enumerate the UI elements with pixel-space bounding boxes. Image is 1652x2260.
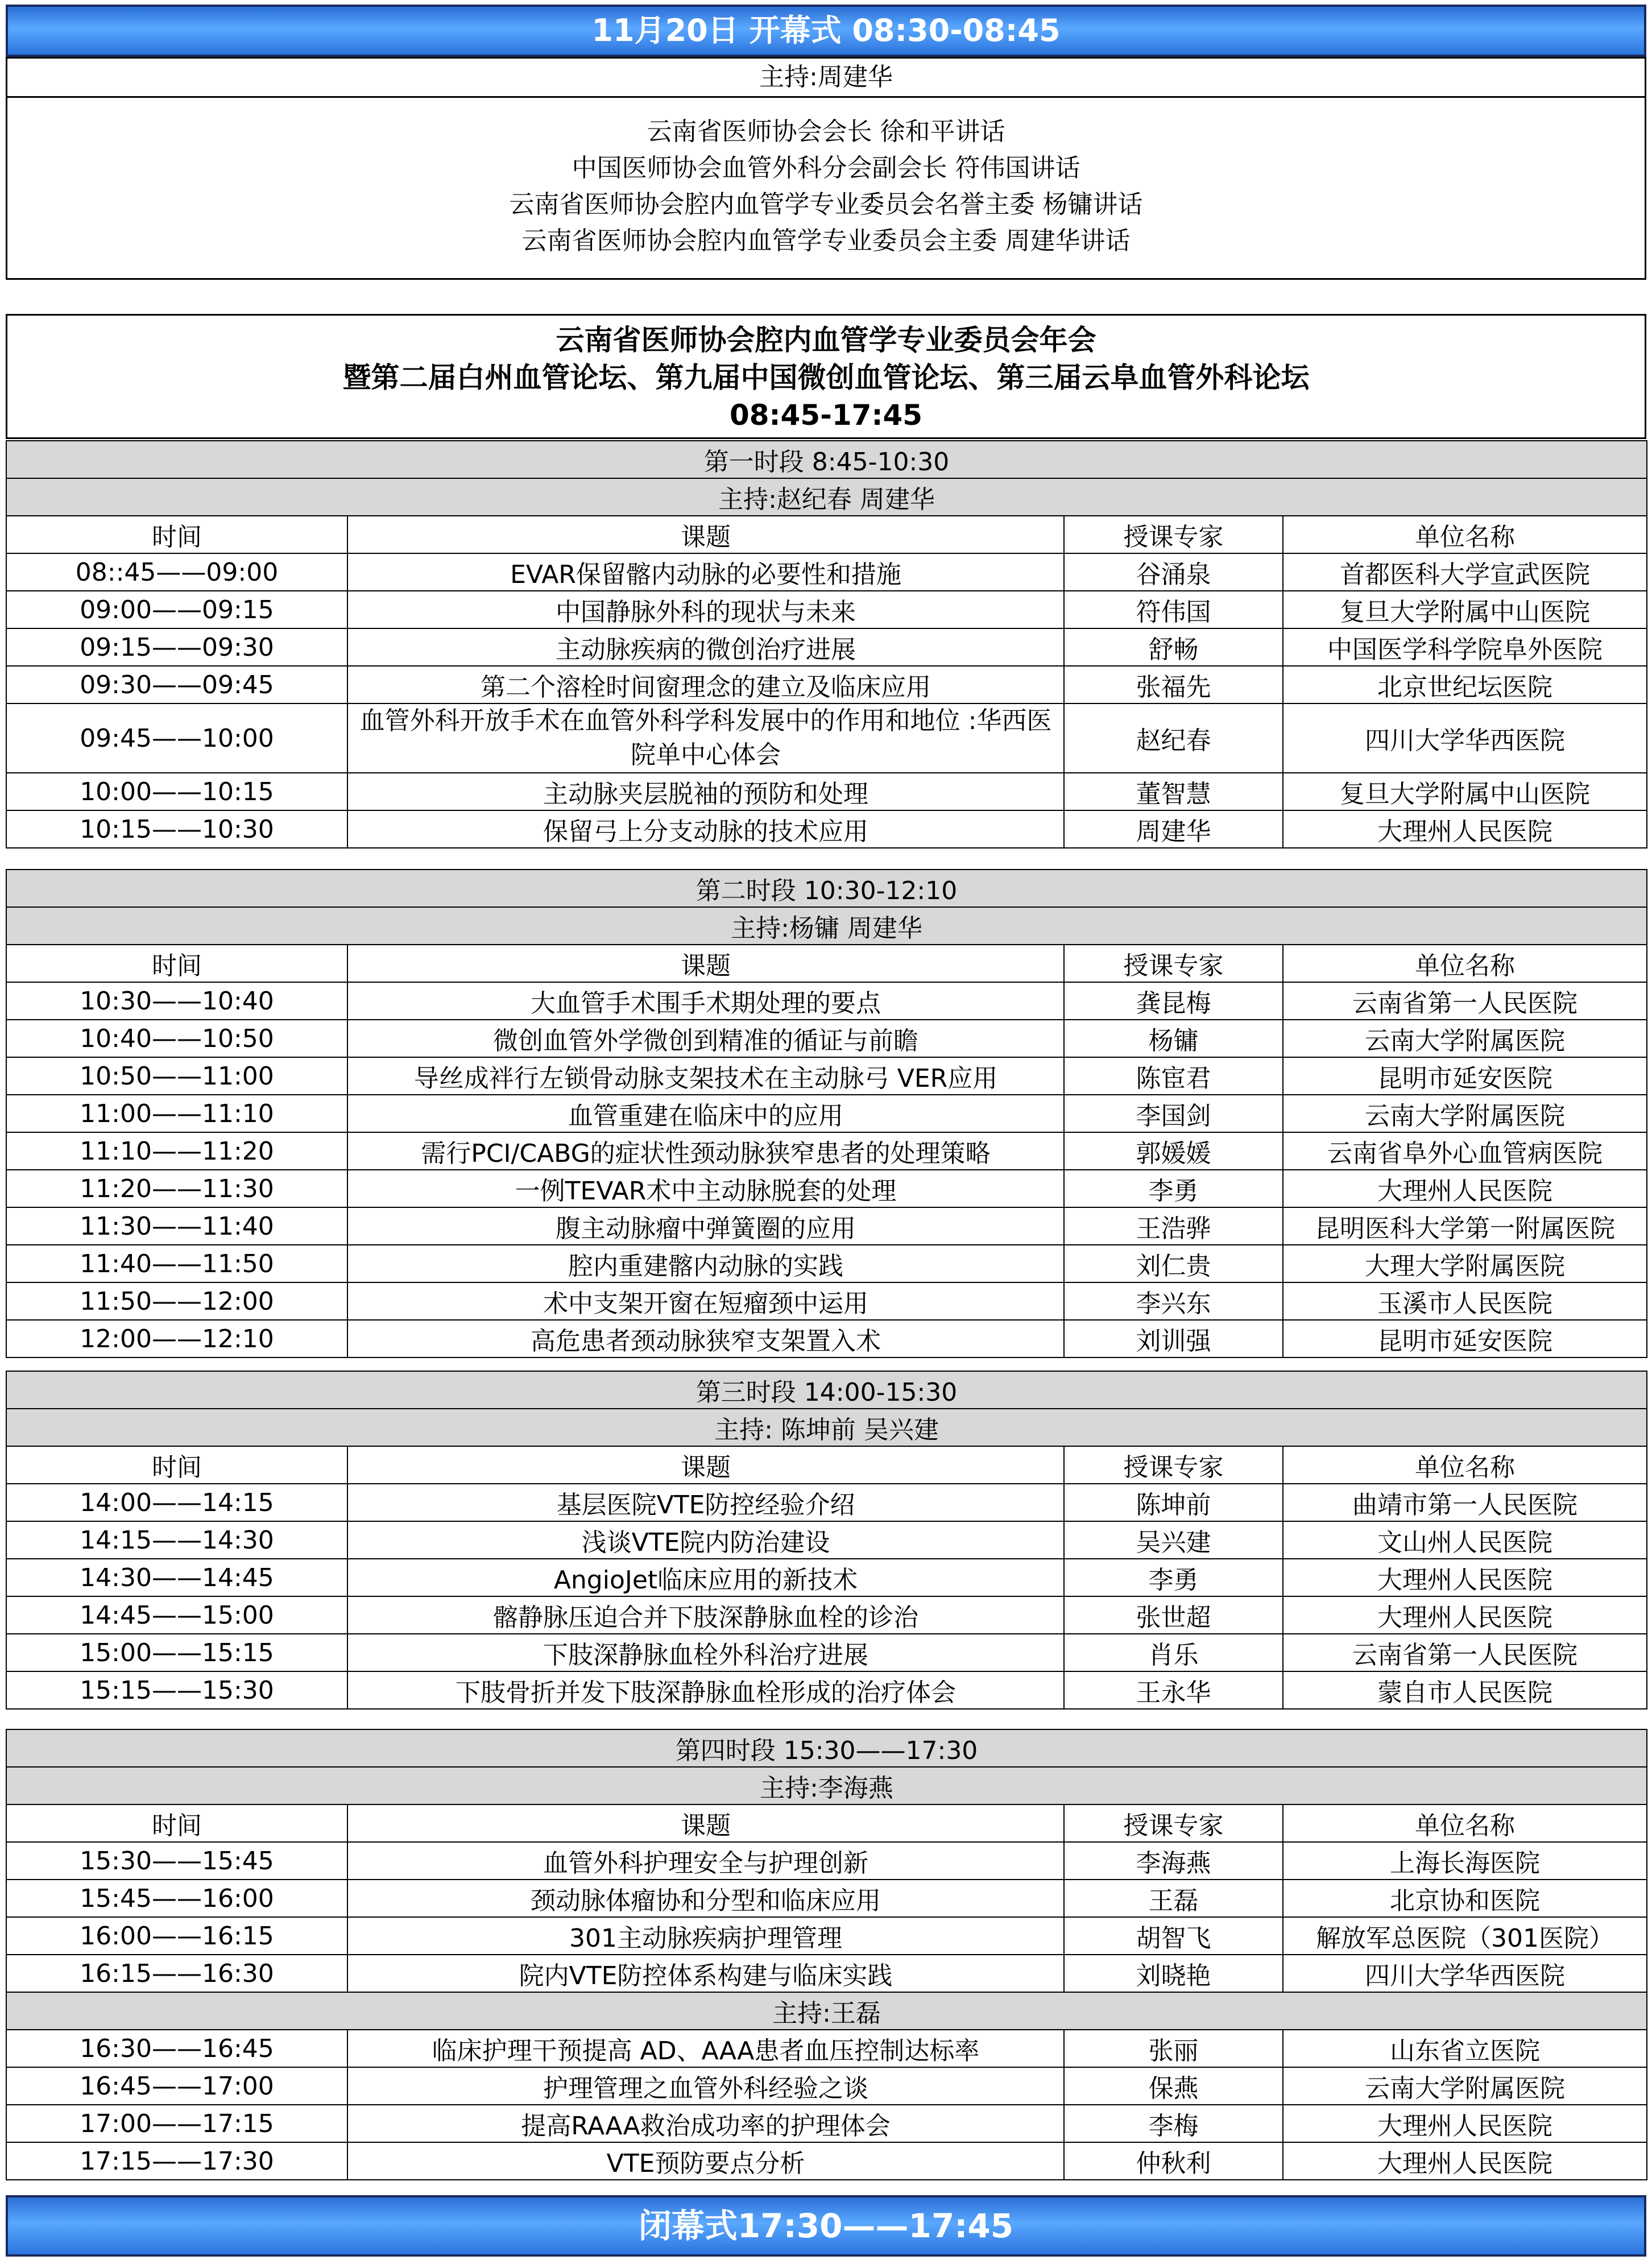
topic-cell: 腔内重建髂内动脉的实践 (347, 1245, 1064, 1282)
opening-host: 主持:周建华 (7, 59, 1645, 98)
col-header-topic: 课题 (347, 945, 1064, 982)
topic-cell: 护理管理之血管外科经验之谈 (347, 2067, 1064, 2105)
session-title: 第二时段 10:30-12:10 (6, 870, 1647, 907)
session-1 (6, 440, 1646, 848)
speaker-cell: 李国剑 (1064, 1095, 1283, 1132)
speaker-cell: 王磊 (1064, 1880, 1283, 1917)
opening-speech: 中国医师协会血管外科分会副会长 符伟国讲话 (572, 154, 1080, 183)
topic-cell: 301主动脉疾病护理管理 (347, 1917, 1064, 1955)
speaker-cell: 吴兴建 (1064, 1521, 1283, 1559)
table-row (6, 1170, 1647, 1207)
column-header-row (6, 945, 1647, 982)
table-row (6, 2067, 1647, 2105)
time-cell: 17:00——17:15 (6, 2105, 347, 2142)
time-cell: 10:30——10:40 (6, 982, 347, 1020)
topic-cell: 颈动脉体瘤协和分型和临床应用 (347, 1880, 1064, 1917)
session-host: 主持: 陈坤前 吴兴建 (6, 1409, 1647, 1446)
institution-cell: 文山州人民医院 (1283, 1521, 1647, 1559)
session-1-table (6, 440, 1647, 848)
speaker-cell: 仲秋利 (1064, 2142, 1283, 2180)
table-row (6, 2142, 1647, 2180)
session-title: 第一时段 8:45-10:30 (6, 441, 1647, 478)
table-row (6, 1596, 1647, 1634)
time-cell: 11:00——11:10 (6, 1095, 347, 1132)
col-header-institution: 单位名称 (1283, 1446, 1647, 1484)
topic-cell: 临床护理干预提高 AD、AAA患者血压控制达标率 (347, 2030, 1064, 2067)
institution-cell: 云南省第一人民医院 (1283, 1634, 1647, 1671)
time-cell: 14:00——14:15 (6, 1484, 347, 1521)
opening-title-bar (6, 5, 1646, 57)
institution-cell: 北京协和医院 (1283, 1880, 1647, 1917)
topic-cell: 术中支架开窗在短瘤颈中运用 (347, 1282, 1064, 1320)
speaker-cell: 李梅 (1064, 2105, 1283, 2142)
topic-cell: 提高RAAA救治成功率的护理体会 (347, 2105, 1064, 2142)
topic-cell: AngioJet临床应用的新技术 (347, 1559, 1064, 1596)
table-row (6, 1282, 1647, 1320)
time-cell: 09:45——10:00 (6, 703, 347, 773)
topic-cell: 大血管手术围手术期处理的要点 (347, 982, 1064, 1020)
speaker-cell: 刘晓艳 (1064, 1955, 1283, 1992)
speaker-cell: 赵纪春 (1064, 703, 1283, 773)
col-header-topic: 课题 (347, 516, 1064, 553)
table-row (6, 1521, 1647, 1559)
institution-cell: 四川大学华西医院 (1283, 703, 1647, 773)
time-cell: 11:10——11:20 (6, 1132, 347, 1170)
time-cell: 12:00——12:10 (6, 1320, 347, 1357)
time-cell: 17:15——17:30 (6, 2142, 347, 2180)
institution-cell: 复旦大学附属中山医院 (1283, 773, 1647, 810)
institution-cell: 云南大学附属医院 (1283, 1020, 1647, 1057)
time-cell: 16:30——16:45 (6, 2030, 347, 2067)
session-4-table (6, 1729, 1647, 2180)
topic-cell: 一例TEVAR术中主动脉脱套的处理 (347, 1170, 1064, 1207)
topic-cell: 主动脉疾病的微创治疗进展 (347, 628, 1064, 666)
institution-cell: 上海长海医院 (1283, 1842, 1647, 1880)
table-row (6, 2105, 1647, 2142)
speaker-cell: 肖乐 (1064, 1634, 1283, 1671)
topic-cell: 下肢骨折并发下肢深静脉血栓形成的治疗体会 (347, 1671, 1064, 1709)
time-cell: 15:00——15:15 (6, 1634, 347, 1671)
topic-cell: EVAR保留髂内动脉的必要性和措施 (347, 553, 1064, 591)
institution-cell: 首都医科大学宣武医院 (1283, 553, 1647, 591)
table-row (6, 666, 1647, 703)
institution-cell: 大理州人民医院 (1283, 1559, 1647, 1596)
topic-cell: 血管外科开放手术在血管外科学科发展中的作用和地位 :华西医院单中心体会 (347, 703, 1064, 773)
table-row (6, 1132, 1647, 1170)
time-cell: 15:15——15:30 (6, 1671, 347, 1709)
table-row (6, 591, 1647, 628)
time-cell: 08::45——09:00 (6, 553, 347, 591)
speaker-cell: 刘训强 (1064, 1320, 1283, 1357)
table-row (6, 1842, 1647, 1880)
speaker-cell: 李勇 (1064, 1559, 1283, 1596)
table-row (6, 2030, 1647, 2067)
institution-cell: 蒙自市人民医院 (1283, 1671, 1647, 1709)
table-row (6, 1020, 1647, 1057)
table-row (6, 1559, 1647, 1596)
session-2-table (6, 869, 1647, 1358)
speaker-cell: 龚昆梅 (1064, 982, 1283, 1020)
closing-title-bar (6, 2195, 1646, 2257)
speaker-cell: 王永华 (1064, 1671, 1283, 1709)
time-cell: 16:15——16:30 (6, 1955, 347, 1992)
topic-cell: 导丝成袢行左锁骨动脉支架技术在主动脉弓 VER应用 (347, 1057, 1064, 1095)
time-cell: 15:45——16:00 (6, 1880, 347, 1917)
table-row (6, 1207, 1647, 1245)
col-header-time: 时间 (6, 945, 347, 982)
time-cell: 09:00——09:15 (6, 591, 347, 628)
topic-cell: 保留弓上分支动脉的技术应用 (347, 810, 1064, 848)
col-header-speaker: 授课专家 (1064, 1446, 1283, 1484)
time-cell: 16:45——17:00 (6, 2067, 347, 2105)
time-cell: 10:15——10:30 (6, 810, 347, 848)
speaker-cell: 李勇 (1064, 1170, 1283, 1207)
session-2 (6, 869, 1646, 1358)
speaker-cell: 陈宦君 (1064, 1057, 1283, 1095)
column-header-row (6, 1804, 1647, 1842)
speaker-cell: 张丽 (1064, 2030, 1283, 2067)
topic-cell: VTE预防要点分析 (347, 2142, 1064, 2180)
speaker-cell: 郭媛媛 (1064, 1132, 1283, 1170)
col-header-institution: 单位名称 (1283, 516, 1647, 553)
table-row (6, 1057, 1647, 1095)
speaker-cell: 保燕 (1064, 2067, 1283, 2105)
col-header-time: 时间 (6, 1446, 347, 1484)
opening-speech: 云南省医师协会腔内血管学专业委员会名誉主委 杨镛讲话 (509, 190, 1143, 219)
institution-cell: 北京世纪坛医院 (1283, 666, 1647, 703)
time-cell: 11:20——11:30 (6, 1170, 347, 1207)
time-cell: 11:30——11:40 (6, 1207, 347, 1245)
institution-cell: 云南省阜外心血管病医院 (1283, 1132, 1647, 1170)
col-header-speaker: 授课专家 (1064, 945, 1283, 982)
speaker-cell: 张世超 (1064, 1596, 1283, 1634)
table-row (6, 1245, 1647, 1282)
institution-cell: 大理州人民医院 (1283, 810, 1647, 848)
speaker-cell: 王浩骅 (1064, 1207, 1283, 1245)
table-row (6, 628, 1647, 666)
table-row (6, 982, 1647, 1020)
table-row (6, 1634, 1647, 1671)
col-header-speaker: 授课专家 (1064, 516, 1283, 553)
institution-cell: 复旦大学附属中山医院 (1283, 591, 1647, 628)
topic-cell: 中国静脉外科的现状与未来 (347, 591, 1064, 628)
institution-cell: 云南大学附属医院 (1283, 2067, 1647, 2105)
institution-cell: 四川大学华西医院 (1283, 1955, 1647, 1992)
institution-cell: 云南省第一人民医院 (1283, 982, 1647, 1020)
speaker-cell: 刘仁贵 (1064, 1245, 1283, 1282)
speaker-cell: 陈坤前 (1064, 1484, 1283, 1521)
col-header-time: 时间 (6, 516, 347, 553)
speaker-cell: 符伟国 (1064, 591, 1283, 628)
topic-cell: 腹主动脉瘤中弹簧圈的应用 (347, 1207, 1064, 1245)
table-row (6, 1320, 1647, 1357)
opening-title: 11月20日 开幕式 08:30-08:45 (591, 13, 1061, 48)
time-cell: 10:40——10:50 (6, 1020, 347, 1057)
topic-cell: 下肢深静脉血栓外科治疗进展 (347, 1634, 1064, 1671)
institution-cell: 昆明医科大学第一附属医院 (1283, 1207, 1647, 1245)
institution-cell: 中国医学科学院阜外医院 (1283, 628, 1647, 666)
table-row (6, 553, 1647, 591)
speaker-cell: 胡智飞 (1064, 1917, 1283, 1955)
column-header-row (6, 1446, 1647, 1484)
session-host: 主持:杨镛 周建华 (6, 907, 1647, 945)
topic-cell: 浅谈VTE院内防治建设 (347, 1521, 1064, 1559)
speaker-cell: 李海燕 (1064, 1842, 1283, 1880)
institution-cell: 解放军总医院（301医院） (1283, 1917, 1647, 1955)
speaker-cell: 周建华 (1064, 810, 1283, 848)
institution-cell: 山东省立医院 (1283, 2030, 1647, 2067)
session-host: 主持:赵纪春 周建华 (6, 478, 1647, 516)
table-row (6, 1955, 1647, 1992)
institution-cell: 大理州人民医院 (1283, 2105, 1647, 2142)
col-header-speaker: 授课专家 (1064, 1804, 1283, 1842)
time-cell: 09:15——09:30 (6, 628, 347, 666)
time-cell: 11:50——12:00 (6, 1282, 347, 1320)
table-row (6, 703, 1647, 773)
speaker-cell: 舒畅 (1064, 628, 1283, 666)
opening-box (6, 57, 1646, 280)
col-header-topic: 课题 (347, 1804, 1064, 1842)
topic-cell: 院内VTE防控体系构建与临床实践 (347, 1955, 1064, 1992)
session-4 (6, 1729, 1646, 2180)
topic-cell: 需行PCI/CABG的症状性颈动脉狭窄患者的处理策略 (347, 1132, 1064, 1170)
col-header-institution: 单位名称 (1283, 945, 1647, 982)
session-title: 第三时段 14:00-15:30 (6, 1371, 1647, 1409)
speaker-cell: 李兴东 (1064, 1282, 1283, 1320)
col-header-institution: 单位名称 (1283, 1804, 1647, 1842)
institution-cell: 曲靖市第一人民医院 (1283, 1484, 1647, 1521)
topic-cell: 血管外科护理安全与护理创新 (347, 1842, 1064, 1880)
time-cell: 09:30——09:45 (6, 666, 347, 703)
time-cell: 14:30——14:45 (6, 1559, 347, 1596)
speaker-cell: 张福先 (1064, 666, 1283, 703)
session-3-table (6, 1371, 1647, 1710)
table-row (6, 1671, 1647, 1709)
institution-cell: 昆明市延安医院 (1283, 1057, 1647, 1095)
table-row (6, 773, 1647, 810)
session-host: 主持:李海燕 (6, 1767, 1647, 1804)
topic-cell: 主动脉夹层脱袖的预防和处理 (347, 773, 1064, 810)
time-cell: 11:40——11:50 (6, 1245, 347, 1282)
col-header-time: 时间 (6, 1804, 347, 1842)
speaker-cell: 杨镛 (1064, 1020, 1283, 1057)
table-row (6, 1484, 1647, 1521)
time-cell: 15:30——15:45 (6, 1842, 347, 1880)
table-row (6, 1095, 1647, 1132)
institution-cell: 大理州人民医院 (1283, 2142, 1647, 2180)
time-cell: 14:45——15:00 (6, 1596, 347, 1634)
time-cell: 10:00——10:15 (6, 773, 347, 810)
opening-speech: 云南省医师协会会长 徐和平讲话 (647, 117, 1005, 146)
institution-cell: 昆明市延安医院 (1283, 1320, 1647, 1357)
institution-cell: 玉溪市人民医院 (1283, 1282, 1647, 1320)
time-cell: 16:00——16:15 (6, 1917, 347, 1955)
topic-cell: 微创血管外学微创到精准的循证与前瞻 (347, 1020, 1064, 1057)
session-title: 第四时段 15:30——17:30 (6, 1729, 1647, 1767)
topic-cell: 第二个溶栓时间窗理念的建立及临床应用 (347, 666, 1064, 703)
forum-time: 08:45-17:45 (729, 399, 923, 432)
institution-cell: 大理州人民医院 (1283, 1170, 1647, 1207)
session-host: 主持:王磊 (6, 1992, 1647, 2030)
table-row (6, 1880, 1647, 1917)
table-row (6, 1917, 1647, 1955)
institution-cell: 云南大学附属医院 (1283, 1095, 1647, 1132)
forum-header (6, 314, 1646, 439)
time-cell: 10:50——11:00 (6, 1057, 347, 1095)
topic-cell: 高危患者颈动脉狭窄支架置入术 (347, 1320, 1064, 1357)
topic-cell: 血管重建在临床中的应用 (347, 1095, 1064, 1132)
speaker-cell: 董智慧 (1064, 773, 1283, 810)
speaker-cell: 谷涌泉 (1064, 553, 1283, 591)
closing-title: 闭幕式17:30——17:45 (638, 2207, 1014, 2245)
col-header-topic: 课题 (347, 1446, 1064, 1484)
session-3 (6, 1371, 1646, 1710)
topic-cell: 基层医院VTE防控经验介绍 (347, 1484, 1064, 1521)
institution-cell: 大理大学附属医院 (1283, 1245, 1647, 1282)
opening-speech: 云南省医师协会腔内血管学专业委员会主委 周建华讲话 (521, 226, 1131, 255)
column-header-row (6, 516, 1647, 553)
forum-title-line2: 暨第二届白州血管论坛、第九届中国微创血管论坛、第三届云阜血管外科论坛 (342, 361, 1310, 394)
forum-title-line1: 云南省医师协会腔内血管学专业委员会年会 (556, 324, 1096, 357)
topic-cell: 髂静脉压迫合并下肢深静脉血栓的诊治 (347, 1596, 1064, 1634)
table-row (6, 810, 1647, 848)
time-cell: 14:15——14:30 (6, 1521, 347, 1559)
institution-cell: 大理州人民医院 (1283, 1596, 1647, 1634)
